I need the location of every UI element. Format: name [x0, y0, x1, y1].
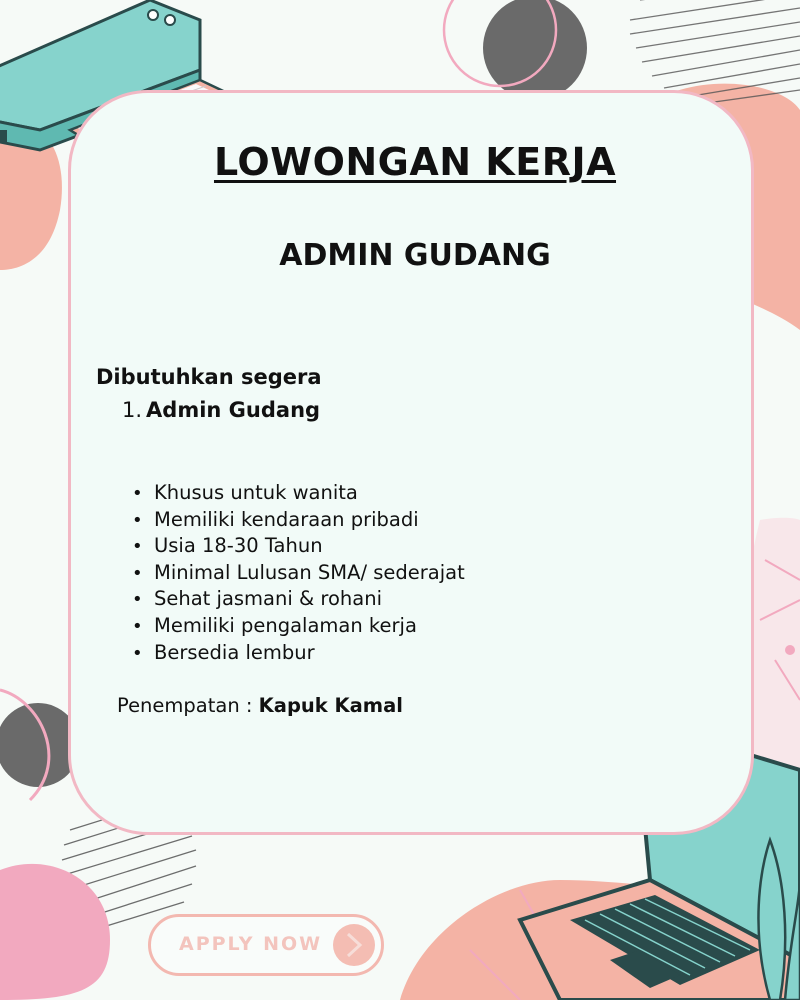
position-number: 1.	[122, 398, 143, 422]
requirements-list	[132, 480, 465, 666]
bullet-icon: •	[132, 483, 143, 504]
bullet-icon: •	[132, 642, 143, 664]
list-item: • Khusus untuk wanita	[132, 480, 465, 507]
job-title: ADMIN GUDANG	[279, 238, 551, 273]
apply-now-label: APPLY NOW	[179, 933, 323, 955]
apply-now-button[interactable]	[148, 914, 384, 976]
list-item: • Usia 18-30 Tahun	[132, 533, 465, 560]
placement-location: Kapuk Kamal	[258, 694, 403, 717]
bullet-icon: •	[132, 509, 143, 531]
needed-label: Dibutuhkan segera	[96, 365, 322, 389]
bullet-icon: •	[132, 589, 143, 611]
content-card	[68, 90, 754, 835]
bullet-icon: •	[132, 536, 143, 558]
bullet-icon: •	[132, 562, 143, 584]
page-title: LOWONGAN KERJA	[213, 140, 617, 184]
position-item	[122, 398, 320, 422]
position-name: Admin Gudang	[146, 398, 321, 422]
list-item: • Bersedia lembur	[132, 640, 465, 667]
bullet-icon: •	[132, 615, 143, 637]
list-item: • Minimal Lulusan SMA/ sederajat	[132, 560, 465, 587]
pink-blob-bottom-left	[0, 864, 110, 1000]
placement	[117, 694, 403, 717]
list-item: • Memiliki pengalaman kerja	[132, 613, 465, 640]
chevron-right-icon	[333, 924, 375, 966]
list-item: • Memiliki kendaraan pribadi	[132, 507, 465, 534]
list-item: • Sehat jasmani & rohani	[132, 586, 465, 613]
placement-label: Penempatan :	[117, 694, 253, 717]
